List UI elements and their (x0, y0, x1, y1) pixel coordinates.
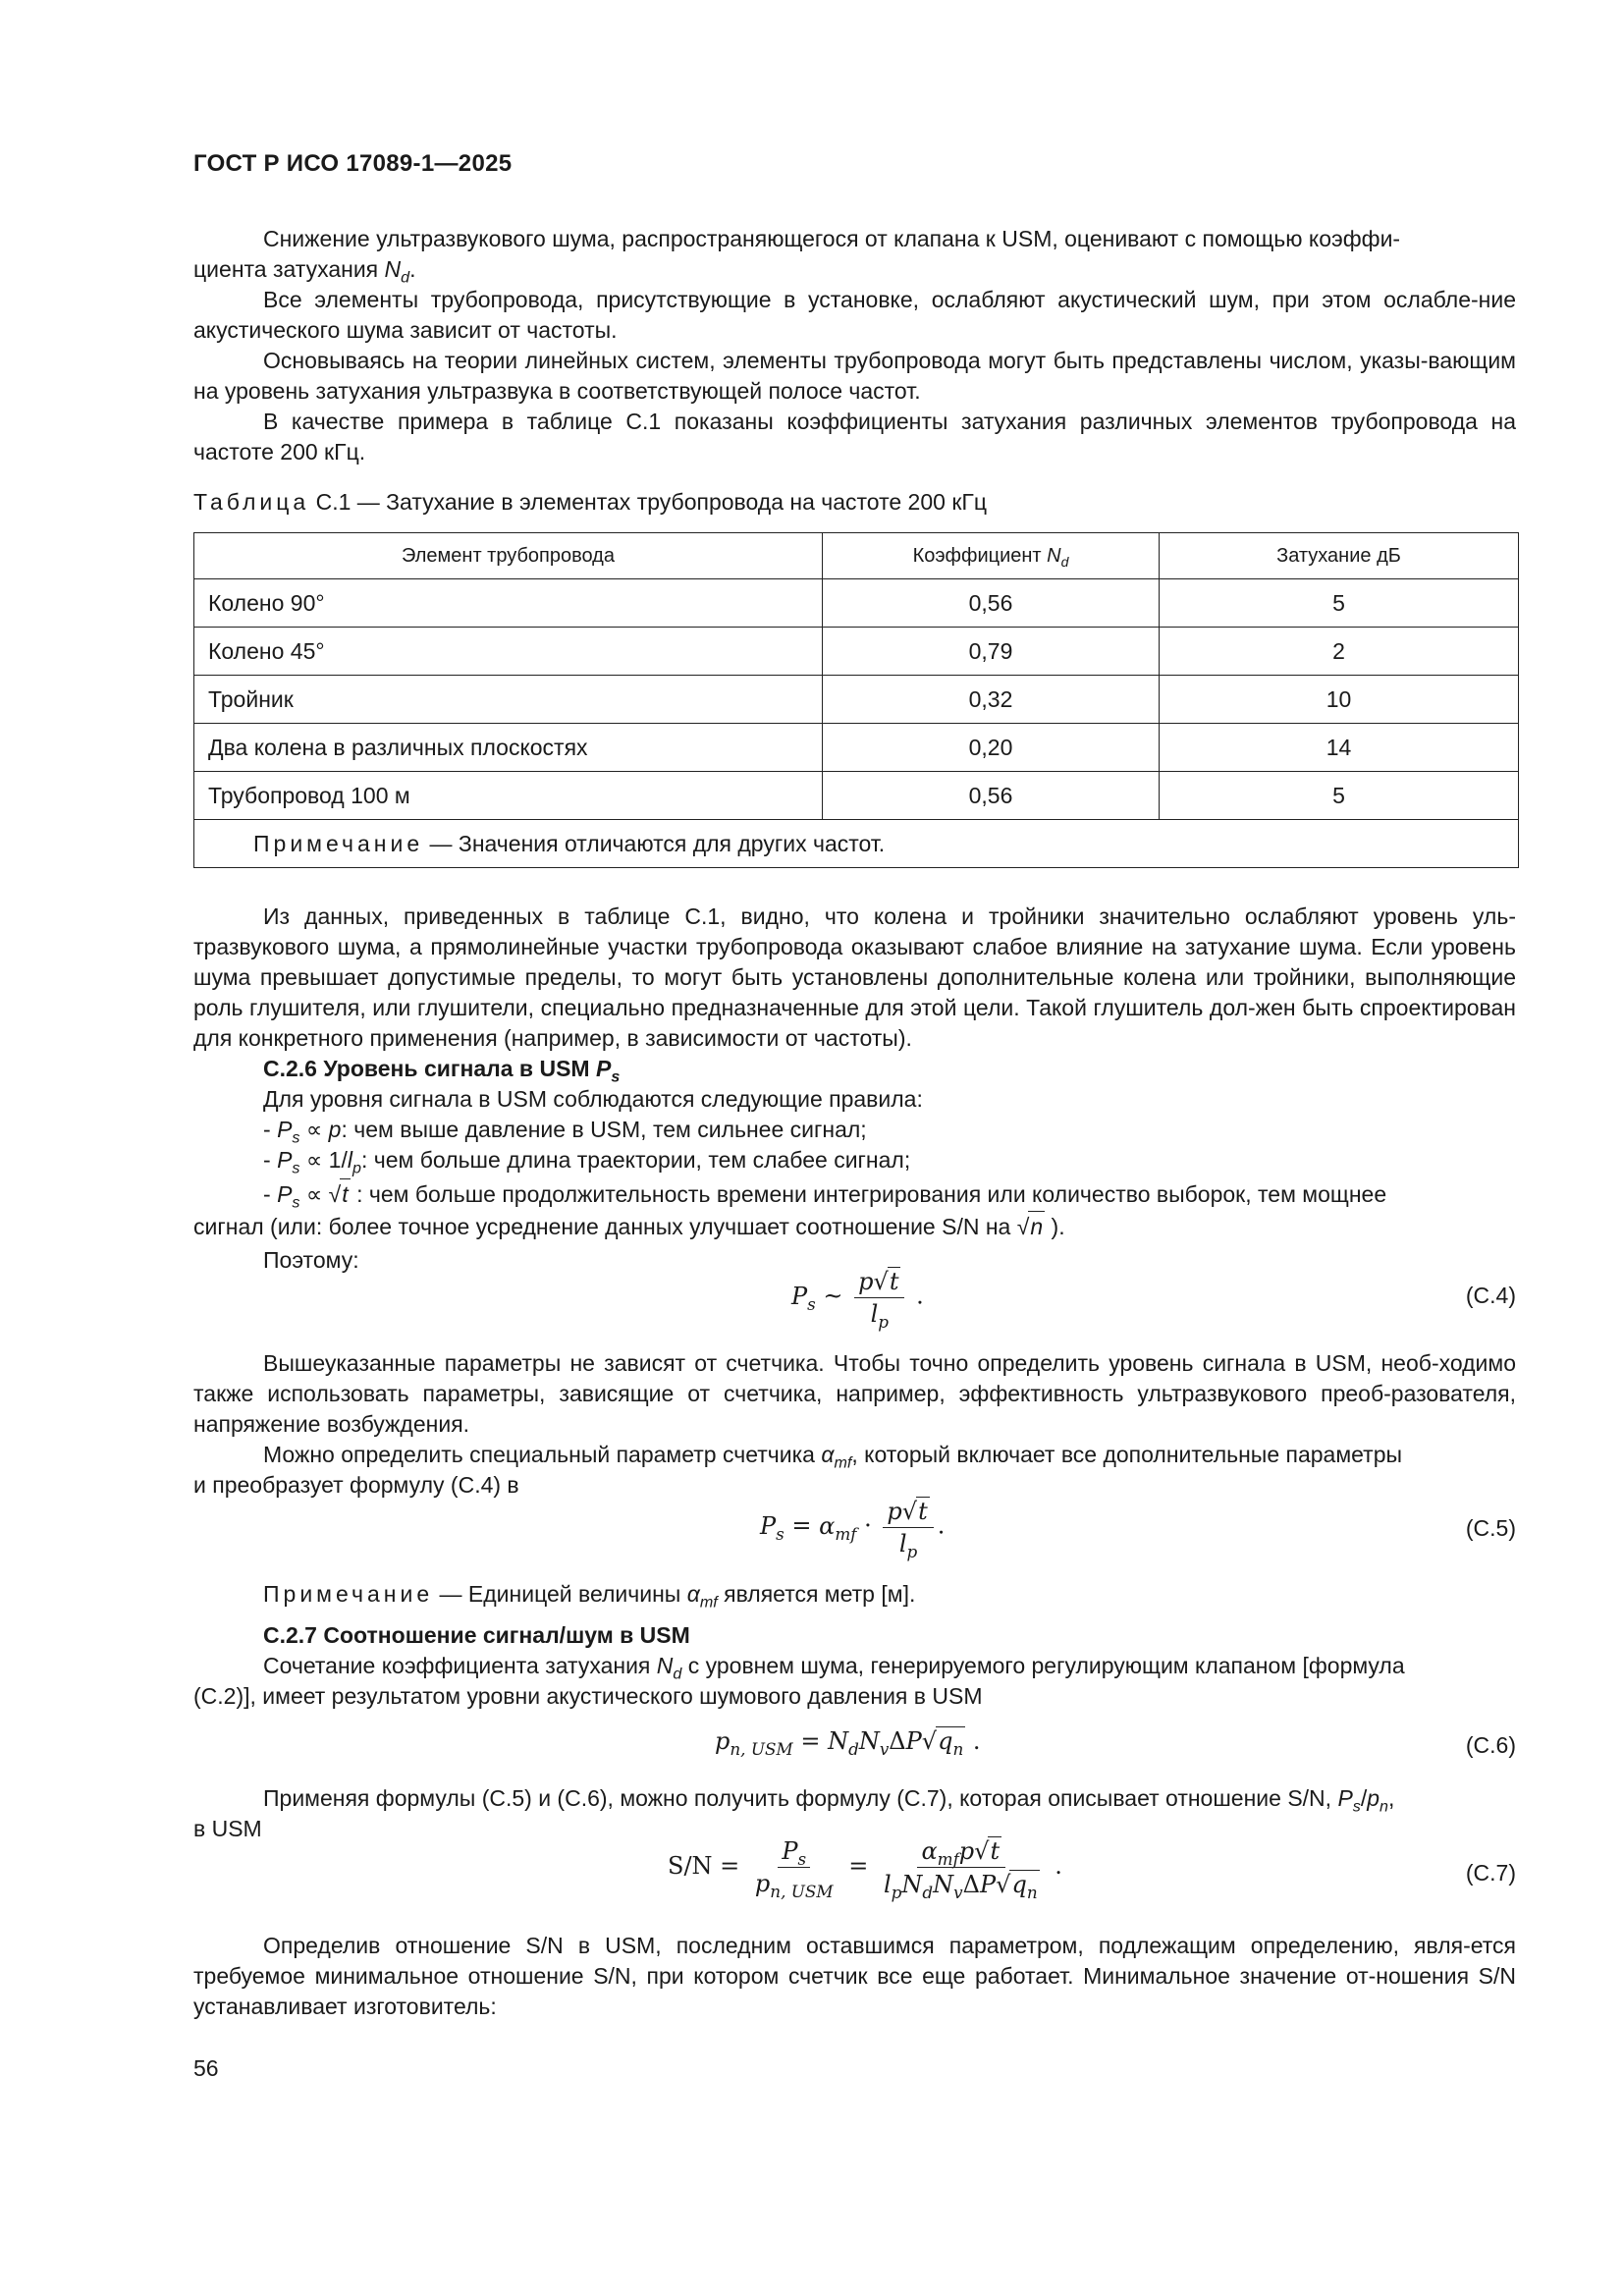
cell-coef: 0,20 (823, 724, 1160, 772)
section-heading-c27: С.2.7 Соотношение сигнал/шум в USM (263, 1622, 690, 1648)
table-caption: Таблица С.1 — Затухание в элементах трубопровода на частоте 200 кГц (193, 489, 988, 515)
final-paragraph: Определив отношение S/N в USM, последним оставшимся параметром, подлежащим определению, явля-ется требуемое минимальное отношение S/N, при котором счетчик все еще работает. Минимальное значение от-ношения S/N устанавливает изготовитель: (193, 1933, 1516, 2019)
s27-p2-cont: в USM (193, 1816, 262, 1841)
special-parameter-line: Можно определить специальный параметр счетчика $\alpha_{mf}$, который включает все дополнительные параметры (263, 1442, 1403, 1472)
cell-element: Колено 45° (194, 628, 823, 676)
col-coef-header: Коэффициент $N_d$ (823, 533, 1160, 579)
formula-c5: $P_s = \alpha_{mf}$ · $\frac{p√t}{l_p}$ . (760, 1498, 946, 1561)
equation-number-c7: (С.7) (1465, 1860, 1516, 1886)
formula-c4: $P_s$ ~ $\frac{p√t}{l_p}$ . (791, 1268, 924, 1332)
intro-p1: Снижение ультразвукового шума, распространяющегося от клапана к USM, оценивают с помощью коэффи- (263, 226, 1401, 251)
equation-number-c6: (С.6) (1465, 1732, 1516, 1758)
cell-db: 10 (1160, 676, 1519, 724)
cell-coef: 0,79 (823, 628, 1160, 676)
intro-p1-cont: циента затухания $N_d$. (193, 256, 416, 287)
rule-3: - $P_s \propto √t$ : чем больше продолжительность времени интегрирования или количество выборок, тем мощнее (263, 1178, 1586, 1210)
table-row (194, 579, 1519, 628)
cell-db: 2 (1160, 628, 1519, 676)
cell-db: 5 (1160, 579, 1519, 628)
intro-p4: В качестве примера в таблице С.1 показаны коэффициенты затухания различных элементов трубопровода на частоте 200 кГц. (193, 409, 1516, 465)
section-heading-c26: С.2.6 Уровень сигнала в USM $P_s$ (263, 1056, 621, 1086)
equation-number-c5: (С.5) (1465, 1515, 1516, 1541)
cell-element: Трубопровод 100 м (194, 772, 823, 820)
formula-c6: $p_{n, USM} = N_dN_v\Delta P√q_n$ . (715, 1727, 981, 1759)
equation-number-c4: (С.4) (1465, 1283, 1516, 1308)
table-row (194, 772, 1519, 820)
page-number: 56 (193, 2055, 219, 2081)
rules-intro: Для уровня сигнала в USM соблюдаются следующие правила: (263, 1086, 923, 1112)
table-note: Примечание — Значения отличаются для других частот. (194, 820, 1519, 868)
cell-element: Колено 90° (194, 579, 823, 628)
intro-p2: Все элементы трубопровода, присутствующие в установке, ослабляют акустический шум, при этом ослабле-ние акустического шума зависит от частоты. (193, 287, 1516, 343)
note-unit: Примечание — Единицей величины $\alpha_{mf}$ является метр [м]. (263, 1581, 916, 1612)
intro-p3: Основываясь на теории линейных систем, элементы трубопровода могут быть представлены числом, указы-вающим на уровень затухания ультразвука в соответствующей полосе частот. (193, 348, 1516, 404)
col-element-header: Элемент трубопровода (194, 533, 823, 579)
attenuation-table (193, 532, 1519, 868)
table-row (194, 676, 1519, 724)
cell-coef: 0,32 (823, 676, 1160, 724)
meter-parameters-paragraph: Вышеуказанные параметры не зависят от счетчика. Чтобы точно определить уровень сигнала в USM, необ-ходимо также использовать параметры, зависящие от счетчика, например, эффективность ультразвукового преоб-разователя, напряжение возбуждения. (193, 1350, 1516, 1437)
cell-db: 14 (1160, 724, 1519, 772)
formula-c7: S/N = $\frac{P_s}{p_{n, USM}}$ = $\frac{\alpha_{mf}p√t}{l_pN_dN_v\Delta P√q_n}$ . (668, 1837, 1062, 1902)
cell-coef: 0,56 (823, 579, 1160, 628)
rule-1: - $P_s \propto p$: чем выше давление в USM, тем сильнее сигнал; (263, 1117, 867, 1147)
special-parameter-cont: и преобразует формулу (С.4) в (193, 1472, 519, 1498)
table-note-row (194, 820, 1519, 868)
rule-2: - $P_s \propto 1/l_p$: чем больше длина траектории, тем слабее сигнал; (263, 1147, 911, 1177)
rule-3-cont: сигнал (или: более точное усреднение данных улучшает соотношение S/N на √n ). (193, 1211, 1516, 1242)
table-row (194, 628, 1519, 676)
cell-element: Два колена в различных плоскостях (194, 724, 823, 772)
cell-coef: 0,56 (823, 772, 1160, 820)
s27-p2: Применяя формулы (С.5) и (С.6), можно получить формулу (С.7), которая описывает отношение S/N, $P_s/p_n$, (263, 1785, 1395, 1816)
s27-p1: Сочетание коэффициента затухания $N_d$ с уровнем шума, генерируемого регулирующим клапаном [формула (263, 1653, 1405, 1683)
col-db-header: Затухание дБ (1160, 533, 1519, 579)
document-header: ГОСТ Р ИСО 17089-1—2025 (193, 150, 513, 177)
s27-p1-cont: (С.2)], имеет результатом уровни акустического шумового давления в USM (193, 1683, 983, 1709)
therefore-text: Поэтому: (263, 1247, 359, 1273)
table-row (194, 724, 1519, 772)
cell-db: 5 (1160, 772, 1519, 820)
cell-element: Тройник (194, 676, 823, 724)
after-table-paragraph: Из данных, приведенных в таблице С.1, видно, что колена и тройники значительно ослабляют уровень уль-тразвукового шума, а прямолинейные участки трубопровода оказывают слабое влияние на затухание шума. Если уровень шума превышает допустимые пределы, то могут быть установлены дополнительные колена или тройники, выполняющие роль глушителя, или глушители, специально предназначенные для этой цели. Такой глушитель дол-жен быть спроектирован для конкретного применения (например, в зависимости от частоты). (193, 903, 1516, 1051)
table-header-row (194, 533, 1519, 579)
